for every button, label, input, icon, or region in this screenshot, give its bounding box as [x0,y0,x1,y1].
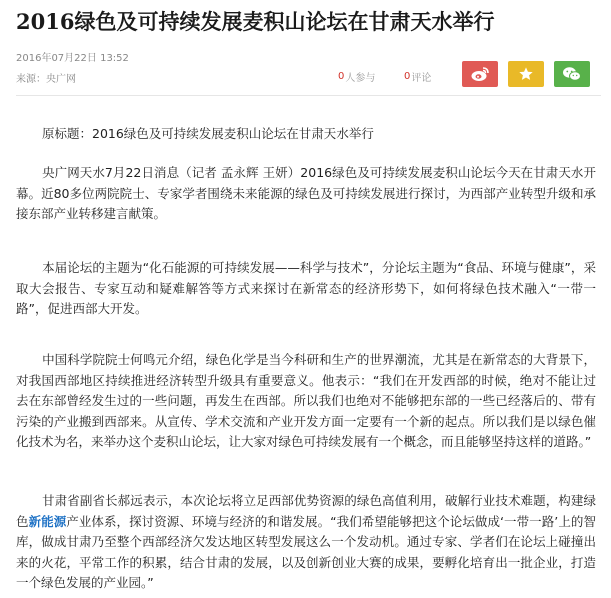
article-source: 来源：央广网 [16,74,76,85]
publish-date: 2016年07月22日 13:52 [16,53,129,64]
wechat-share-button[interactable] [554,61,590,87]
original-title-text: 原标题：2016绿色及可持续发展麦积山论坛在甘肃天水举行 [42,126,374,141]
favorite-button[interactable] [508,61,544,87]
comments-link[interactable] [404,69,431,84]
weibo-icon [470,66,490,82]
paragraph-4-text-start: 甘肃省副省长郝远表示，本次论坛将立足西部优势资源的绿色高值利用，破解行业技术难题，构建绿色 [16,493,596,529]
paragraph-3 [16,350,596,453]
comments-label: 评论 [411,73,432,84]
paragraph-1 [16,163,596,225]
paragraph-4-text-end: 产业体系，探讨资源、环境与经济的和谐发展。“我们希望能够把这个论坛做成‘一带一路’上的智库，做成甘肃乃至整个西部经济欠发达地区转型发展这么一个发动机。通过专家、学者们在论坛上碰撞出来的火花，平常工作的积累，结合甘肃的发展，以及创新创业大赛的成果，要孵化培育出一批企业，打造一个绿色发展的产业园。” [16,513,596,590]
star-icon [518,66,534,82]
weibo-share-button[interactable] [462,61,498,87]
participants-label: 人参与 [345,73,376,84]
participants-count: 0 [338,71,345,82]
paragraph-3-text: 中国科学院院士何鸣元介绍，绿色化学是当今科研和生产的世界潮流，尤其是在新常态的大背景下，对我国西部地区持续推进经济转型升级具有重要意义。他表示：“我们在开发西部的时候，绝对不能让过去在东部曾经发生过的一些问题，再发生在西部。所以我们也绝对不能够把东部的一些已经落后的、带有污染的产业搬到西部来。从宣传、学术交流和产业开发方面一定要有一个新的起点。所以我们是以绿色催化技术为名，来举办这个麦积山论坛，让大家对绿色可持续发展有一个概念，而且能够坚持这样的道路。” [16,352,596,449]
article-title: 2016绿色及可持续发展麦积山论坛在甘肃天水举行 [16,9,495,34]
paragraph-1-text: 央广网天水7月22日消息（记者 孟永辉 王妍）2016绿色及可持续发展麦积山论坛今天在甘肃天水开幕。近80多位两院院士、专家学者围绕未来能源的绿色及可持续发展进行探讨，为西部产业转型升级和承接东部产业转移建言献策。 [16,165,596,221]
wechat-icon [562,66,582,82]
paragraph-2-text: 本届论坛的主题为“化石能源的可持续发展——科学与技术”，分论坛主题为“食品、环境与健康”，采取大会报告、专家互动和疑难解答等方式来探讨在新常态的经济形势下，如何将绿色技术融入“一带一路”，促进西部大开发。 [16,260,596,316]
participants-link[interactable] [338,69,375,84]
new-energy-keyword-link[interactable]: 新能源 [28,513,67,529]
paragraph-2 [16,258,596,320]
header-divider [16,95,601,96]
comments-count: 0 [404,71,411,82]
original-title-paragraph [16,124,596,145]
paragraph-4 [16,491,596,594]
